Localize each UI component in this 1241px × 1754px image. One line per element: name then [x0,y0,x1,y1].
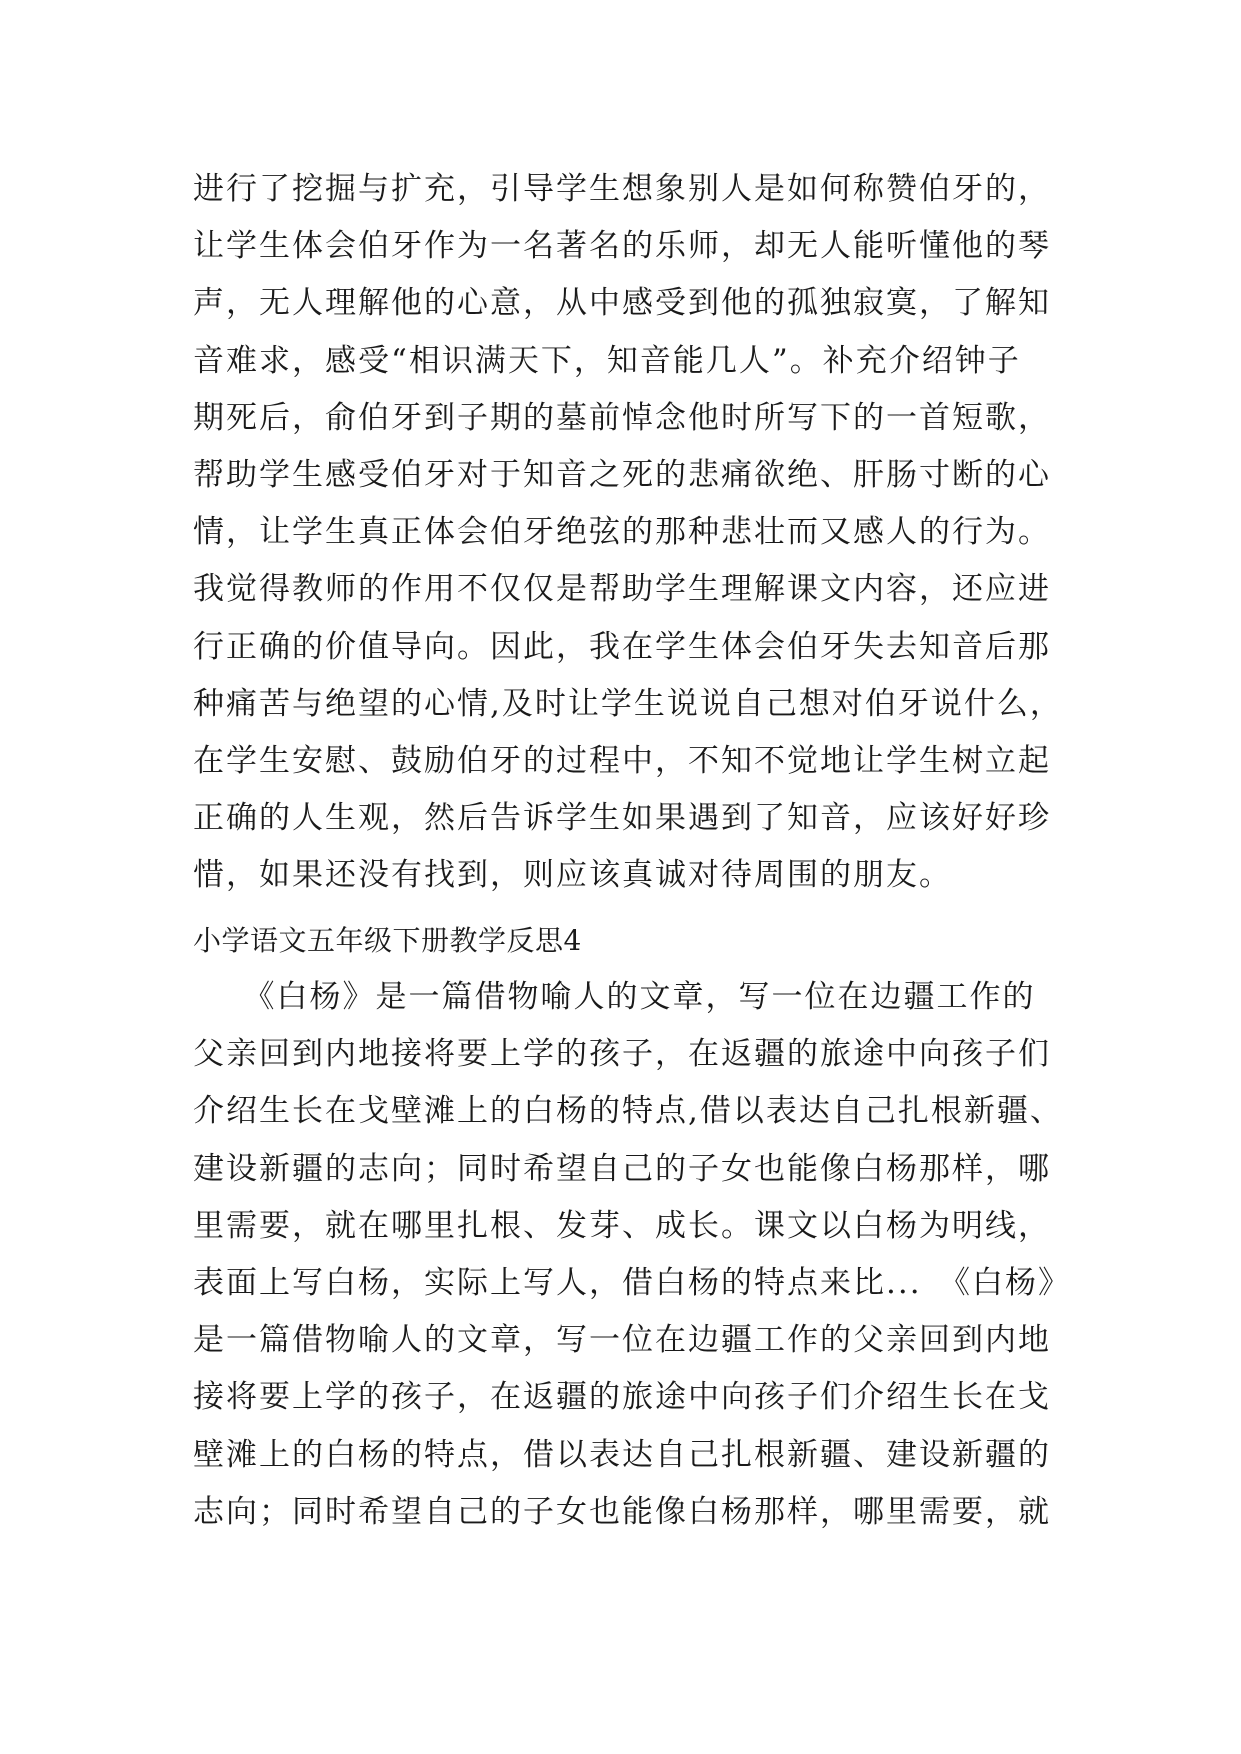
text-line: 期死后，俞伯牙到子期的墓前悼念他时所写下的一首短歌， [193,399,1051,436]
section-paragraph [193,969,1073,1541]
text-line: 进行了挖掘与扩充，引导学生想象别人是如何称赞伯牙的， [193,171,1051,207]
text-line: 是一篇借物喻人的文章，写一位在边疆工作的父亲回到内地 [193,1322,1051,1359]
text-line: 情，让学生真正体会伯牙绝弦的那种悲壮而又感人的行为。 [193,514,1051,551]
text-line: 表面上写白杨，实际上写人，借白杨的特点来比... 《白杨》 [193,1264,1072,1301]
text-line: 建设新疆的志向；同时希望自己的子女也能像白杨那样，哪 [193,1150,1051,1187]
text-line: 帮助学生感受伯牙对于知音之死的悲痛欲绝、肝肠寸断的心 [193,456,1051,493]
text-line: 惜，如果还没有找到，则应该真诚对待周围的朋友。 [193,857,952,894]
text-line: 介绍生长在戈壁滩上的白杨的特点,借以表达自己扎根新疆、 [193,1093,1063,1130]
section-heading: 小学语文五年级下册教学反思4 [193,924,582,957]
text-line: 《白杨》是一篇借物喻人的文章，写一位在边疆工作的 [193,979,1036,1015]
text-line: 音难求，感受“相识满天下，知音能几人”。补充介绍钟子 [193,342,1021,379]
text-line: 我觉得教师的作用不仅仅是帮助学生理解课文内容，还应进 [193,571,1051,608]
paragraph-continued [193,161,1073,904]
text-line: 让学生体会伯牙作为一名著名的乐师，却无人能听懂他的琴 [193,228,1051,265]
text-line: 行正确的价值导向。因此，我在学生体会伯牙失去知音后那 [193,628,1051,665]
text-line: 父亲回到内地接将要上学的孩子，在返疆的旅途中向孩子们 [193,1036,1051,1073]
text-line: 正确的人生观，然后告诉学生如果遇到了知音，应该好好珍 [193,800,1051,837]
text-line: 壁滩上的白杨的特点，借以表达自己扎根新疆、建设新疆的 [193,1436,1051,1473]
text-line: 志向；同时希望自己的子女也能像白杨那样，哪里需要，就 [193,1493,1051,1530]
text-line: 在学生安慰、鼓励伯牙的过程中，不知不觉地让学生树立起 [193,742,1051,779]
text-line: 里需要，就在哪里扎根、发芽、成长。课文以白杨为明线， [193,1207,1051,1244]
text-line: 种痛苦与绝望的心情,及时让学生说说自己想对伯牙说什么， [193,685,1063,722]
text-line: 接将要上学的孩子，在返疆的旅途中向孩子们介绍生长在戈 [193,1379,1051,1416]
text-line: 声，无人理解他的心意，从中感受到他的孤独寂寞，了解知 [193,285,1051,322]
